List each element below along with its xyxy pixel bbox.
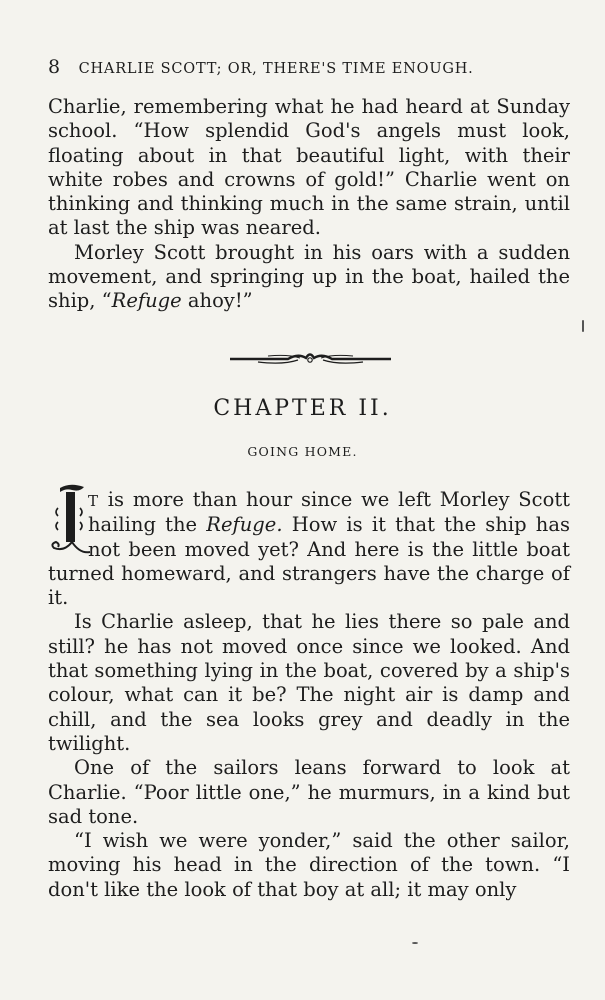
paragraph: Is Charlie asleep, that he lies there so pale and still? he has not moved once since we looked. And that something lying in the boat, covered by a ship's colour, what can it be? The night air is damp and chill, and the sea looks grey and deadly in the twilight. xyxy=(48,610,570,755)
text-run: Morley Scott brought in his oars with a sudden movement, and springing up in the boat, hailed the ship, “ xyxy=(48,240,570,313)
paragraph: Charlie, remembering what he had heard at Sunday school. “How splendid God's angels must look, floating about in that beautiful light, with their white robes and crowns of gold!” Charlie went on thinking and thinking much in the same strain, until at last the ship was neared. xyxy=(48,95,570,240)
paragraph xyxy=(48,488,570,610)
paragraph xyxy=(48,241,570,314)
page-number: 8 xyxy=(48,56,61,78)
paper-speck xyxy=(582,320,584,332)
text-run: How is it that the ship has not been moved yet? And here is the little boat turned homeward, and strangers have the charge of it. xyxy=(48,513,570,610)
chapter-one-ending xyxy=(48,95,570,314)
paper-speck xyxy=(412,942,418,944)
chapter-two-opening xyxy=(48,488,570,902)
small-cap: T xyxy=(88,492,100,510)
paragraph: “I wish we were yonder,” said the other sailor, moving his head in the direction of the town. “I don't like the look of that boy at all; it may only xyxy=(48,829,570,901)
drop-cap-space xyxy=(48,488,88,558)
ornament-divider xyxy=(228,347,393,369)
text-run: ahoy!” xyxy=(181,289,253,313)
running-head xyxy=(48,56,578,78)
paragraph: One of the sailors leans forward to look at Charlie. “Poor little one,” he murmurs, in a kind but sad tone. xyxy=(48,756,570,828)
text-run: is more than hour since we left Morley Scott hailing the xyxy=(88,488,570,537)
chapter-subtitle: GOING HOME. xyxy=(247,444,358,459)
running-title: CHARLIE SCOTT; OR, THERE'S TIME ENOUGH. xyxy=(78,61,474,77)
ship-name: Refuge. xyxy=(206,513,283,537)
ship-name: Refuge xyxy=(111,289,182,313)
chapter-title: CHAPTER II. xyxy=(213,396,392,421)
